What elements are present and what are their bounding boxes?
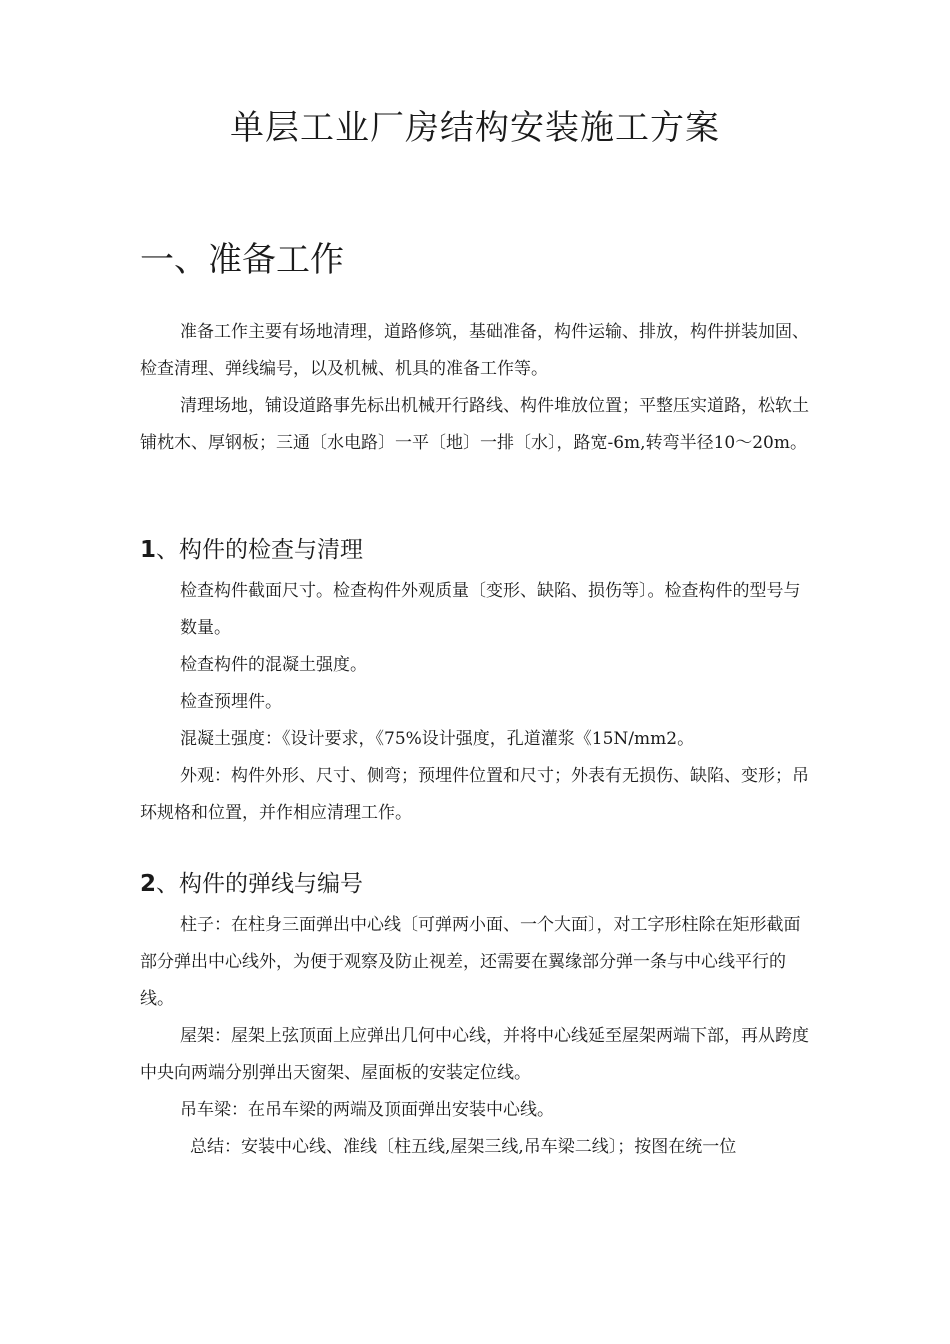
subsection-heading-inspection xyxy=(140,531,363,564)
paragraph-appearance: 外观：构件外形、尺寸、侧弯；预埋件位置和尺寸；外表有无损伤、缺陷、变形；吊环规格和位置，并作相应清理工作。 xyxy=(140,766,809,823)
subsection-title: 、构件的检查与清理 xyxy=(156,537,364,563)
paragraph-truss-marking: 屋架：屋架上弦顶面上应弹出几何中心线，并将中心线延至屋架两端下部，再从跨度中央向两端分别弹出天窗架、屋面板的安装定位线。 xyxy=(140,1026,809,1083)
inspection-list xyxy=(180,573,812,758)
paragraph-summary: 总结：安装中心线、准线〔柱五线,屋架三线,吊车梁二线〕；按图在统一位 xyxy=(190,1137,737,1157)
paragraph-preparation-overview: 准备工作主要有场地清理，道路修筑，基础准备，构件运输、排放，构件拼装加固、检查清理、弹线编号，以及机械、机具的准备工作等。 xyxy=(140,322,809,379)
inspection-item: 检查构件的混凝土强度。 xyxy=(180,655,367,675)
paragraph-crane-beam-marking: 吊车梁：在吊车梁的两端及顶面弹出安装中心线。 xyxy=(180,1100,554,1120)
paragraph-site-clearing: 清理场地，铺设道路事先标出机械开行路线、构件堆放位置；平整压实道路，松软土铺枕木、厚钢板；三通〔水电路〕一平〔地〕一排〔水〕，路宽-6m,转弯半径10～20m。 xyxy=(140,396,809,453)
subsection-number: 2 xyxy=(140,871,157,897)
subsection-title: 、构件的弹线与编号 xyxy=(156,871,364,897)
inspection-item: 检查构件截面尺寸。检查构件外观质量〔变形、缺陷、损伤等〕。检查构件的型号与数量。 xyxy=(180,581,801,638)
section-heading-preparation: 一、准备工作 xyxy=(140,240,344,280)
document-title: 单层工业厂房结构安装施工方案 xyxy=(230,108,720,148)
subsection-number: 1 xyxy=(140,537,157,563)
inspection-item: 检查预埋件。 xyxy=(180,692,282,712)
paragraph-column-marking: 柱子：在柱身三面弹出中心线〔可弹两小面、一个大面〕，对工字形柱除在矩形截面部分弹出中心线外，为便于观察及防止视差，还需要在翼缘部分弹一条与中心线平行的线。 xyxy=(140,915,801,1009)
inspection-item: 混凝土强度：《设计要求，《75%设计强度，孔道灌浆《15N/mm2。 xyxy=(180,729,695,749)
subsection-heading-marking xyxy=(140,865,363,898)
